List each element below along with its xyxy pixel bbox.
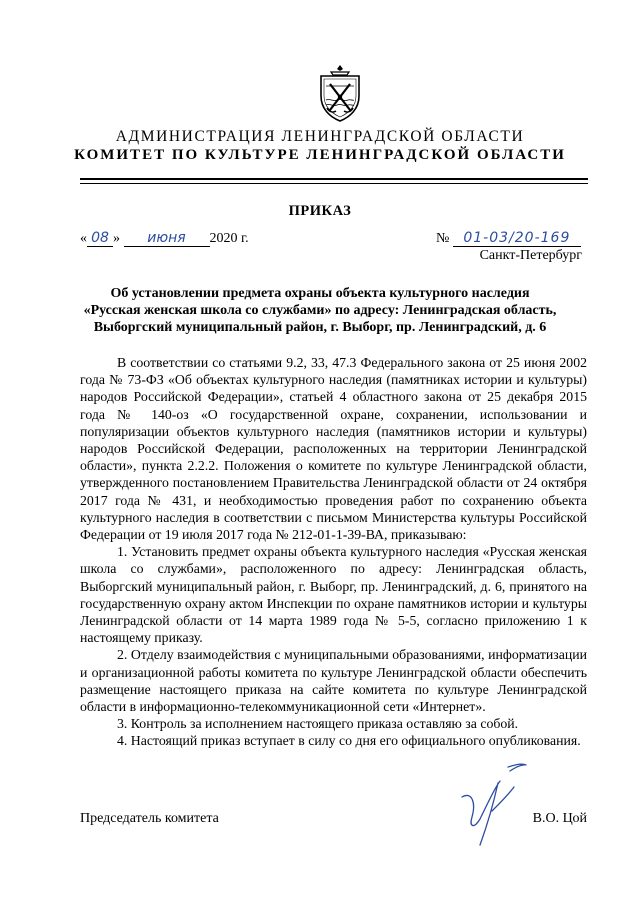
date-close-quote: » bbox=[113, 231, 120, 246]
date-open-quote: « bbox=[80, 231, 87, 246]
title-line: Выборгский муниципальный район, г. Выборг, пр. Ленинградский, д. 6 bbox=[93, 320, 547, 335]
number-sign: № bbox=[436, 231, 450, 246]
committee-name: КОМИТЕТ ПО КУЛЬТУРЕ ЛЕНИНГРАДСКОЙ ОБЛАСТИ bbox=[74, 147, 566, 163]
order-number bbox=[436, 231, 581, 247]
document-type: ПРИКАЗ bbox=[288, 203, 352, 219]
paragraph-item-3: 3. Контроль за исполнением настоящего приказа оставляю за собой. bbox=[117, 716, 519, 732]
signer-title: Председатель комитета bbox=[80, 811, 219, 826]
handwritten-signature-icon bbox=[452, 757, 532, 857]
document-title bbox=[70, 285, 570, 336]
organization-name: АДМИНИСТРАЦИЯ ЛЕНИНГРАДСКОЙ ОБЛАСТИ bbox=[115, 128, 525, 145]
order-date bbox=[80, 231, 249, 247]
date-day: 08 bbox=[87, 231, 113, 247]
coat-of-arms-icon bbox=[318, 64, 362, 122]
paragraph-item-2: 2. Отделу взаимодействия с муниципальными образованиями, информатизации и организационной работы комитета по культуре Ленинградской области обеспечить размещение настоящего приказа на сайте комитета по культуре Ленинградской области в информационно-телекоммуникационной сети «Интернет». bbox=[80, 647, 587, 715]
number-value: 01-03/20-169 bbox=[453, 231, 581, 247]
date-year: 2020 г. bbox=[209, 231, 249, 246]
paragraph-item-1: 1. Установить предмет охраны объекта культурного наследия «Русская женская школа со службами», расположенного по адресу: Ленинградская область, Выборгский муниципальный район, г. Выборг, пр. Ленинградский, д. 6, принятого на государственную охрану актом Инспекции по охране памятников истории и культуры Ленинградской области от 14 марта 1989 года № 5-5, согласно приложению 1 к настоящему приказу. bbox=[80, 544, 587, 646]
paragraph-item-4: 4. Настоящий приказ вступает в силу со дня его официального опубликования. bbox=[117, 733, 581, 749]
header-rule-thin bbox=[80, 183, 588, 184]
paragraph-preamble: В соответствии со статьями 9.2, 33, 47.3 Федерального закона от 25 июня 2002 года № 73-ФЗ «Об объектах культурного наследия (памятниках истории и культуры) народов Российской Федерации», статьей 4 областного закона от 25 декабря 2015 года № 140-оз «О государственной охране, сохранении, использовании и популяризации объектов культурного наследия (памятников истории и культуры) народов Российской Федерации, расположенных на территории Ленинградской области», пункта 2.2.2. Положения о комитете по культуре Ленинградской области, утвержденного постановлением Правительства Ленинградской области от 24 октября 2017 года № 431, и необходимостью проведения работ по сохранению объекта культурного наследия в соответствии с письмом Министерства культуры Российской Федерации от 19 июля 2017 года № 212-01-1-39-ВА, приказываю: bbox=[80, 355, 587, 543]
title-line: Об установлении предмета охраны объекта культурного наследия bbox=[110, 286, 530, 301]
title-line: «Русская женская школа со службами» по адресу: Ленинградская область, bbox=[83, 303, 557, 318]
date-month: июня bbox=[124, 231, 210, 247]
header-rule-thick bbox=[80, 178, 588, 180]
signer-name: В.О. Цой bbox=[532, 811, 587, 826]
city: Санкт-Петербург bbox=[479, 248, 582, 263]
document-body bbox=[80, 354, 587, 750]
